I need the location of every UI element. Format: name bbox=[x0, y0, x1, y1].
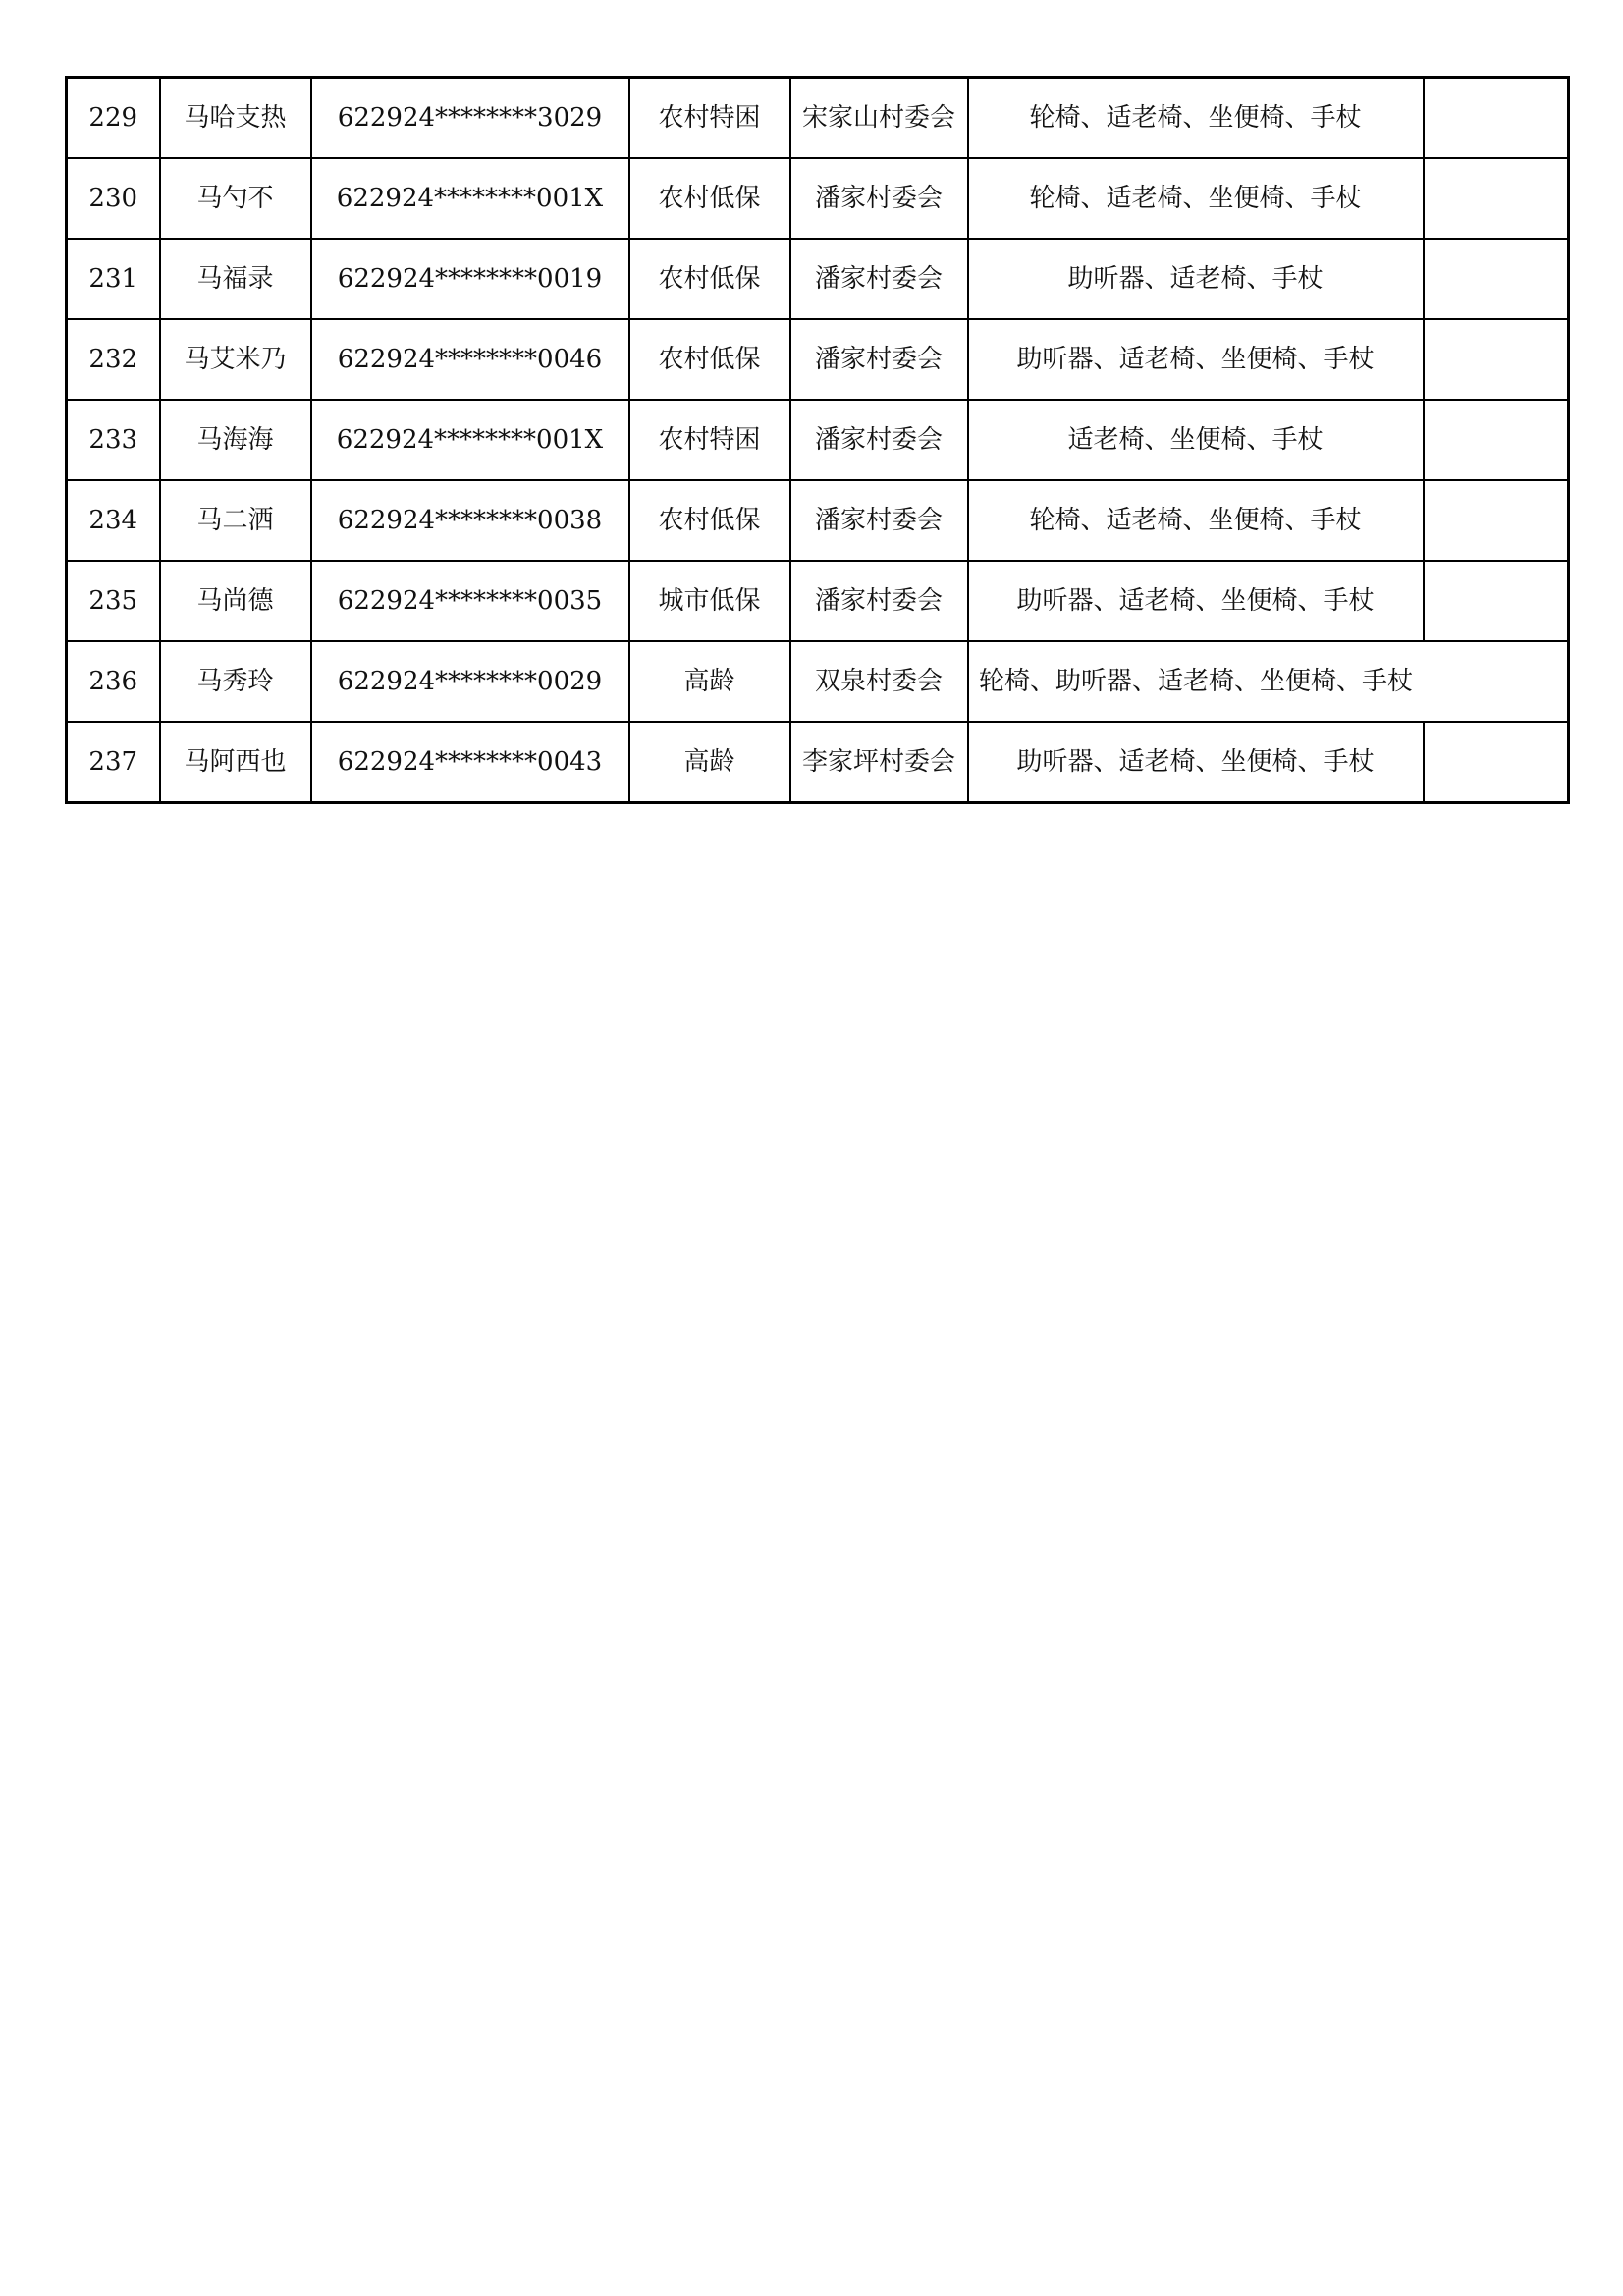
person-name: 马艾米乃 bbox=[160, 319, 311, 400]
person-name: 马海海 bbox=[160, 400, 311, 480]
row-number: 229 bbox=[67, 78, 160, 159]
row-number: 233 bbox=[67, 400, 160, 480]
table-row bbox=[67, 239, 1569, 319]
assistance-category: 城市低保 bbox=[629, 561, 790, 641]
person-name: 马福录 bbox=[160, 239, 311, 319]
id-number: 622924********0038 bbox=[311, 480, 629, 561]
row-number: 237 bbox=[67, 722, 160, 803]
village-committee: 李家坪村委会 bbox=[790, 722, 968, 803]
id-number: 622924********0029 bbox=[311, 641, 629, 722]
remark-cell bbox=[1424, 239, 1569, 319]
row-number: 234 bbox=[67, 480, 160, 561]
row-number: 232 bbox=[67, 319, 160, 400]
person-name: 马尚德 bbox=[160, 561, 311, 641]
id-number: 622924********001X bbox=[311, 400, 629, 480]
table-row bbox=[67, 722, 1569, 803]
person-name: 马阿西也 bbox=[160, 722, 311, 803]
table-row bbox=[67, 158, 1569, 239]
assistive-devices: 轮椅、助听器、适老椅、坐便椅、手杖 bbox=[968, 641, 1424, 722]
assistance-category: 农村特困 bbox=[629, 400, 790, 480]
id-number: 622924********3029 bbox=[311, 78, 629, 159]
id-number: 622924********0035 bbox=[311, 561, 629, 641]
assistive-devices: 助听器、适老椅、坐便椅、手杖 bbox=[968, 319, 1424, 400]
assistive-devices: 助听器、适老椅、坐便椅、手杖 bbox=[968, 722, 1424, 803]
id-number: 622924********001X bbox=[311, 158, 629, 239]
id-number: 622924********0046 bbox=[311, 319, 629, 400]
assistance-category: 高龄 bbox=[629, 641, 790, 722]
assistance-category: 农村低保 bbox=[629, 239, 790, 319]
village-committee: 潘家村委会 bbox=[790, 400, 968, 480]
table-row bbox=[67, 319, 1569, 400]
row-number: 236 bbox=[67, 641, 160, 722]
assistive-devices: 轮椅、适老椅、坐便椅、手杖 bbox=[968, 78, 1424, 159]
person-name: 马勺不 bbox=[160, 158, 311, 239]
village-committee: 潘家村委会 bbox=[790, 239, 968, 319]
table-row bbox=[67, 641, 1569, 722]
remark-cell bbox=[1424, 480, 1569, 561]
assistive-devices: 轮椅、适老椅、坐便椅、手杖 bbox=[968, 158, 1424, 239]
village-committee: 潘家村委会 bbox=[790, 319, 968, 400]
assistance-category: 农村低保 bbox=[629, 319, 790, 400]
assistive-devices: 助听器、适老椅、坐便椅、手杖 bbox=[968, 561, 1424, 641]
beneficiary-table bbox=[65, 76, 1570, 804]
assistive-devices: 轮椅、适老椅、坐便椅、手杖 bbox=[968, 480, 1424, 561]
assistance-category: 农村低保 bbox=[629, 480, 790, 561]
remark-cell bbox=[1424, 722, 1569, 803]
table-row bbox=[67, 78, 1569, 159]
assistive-devices: 助听器、适老椅、手杖 bbox=[968, 239, 1424, 319]
table-body bbox=[67, 78, 1569, 803]
remark-cell bbox=[1424, 561, 1569, 641]
remark-cell bbox=[1424, 158, 1569, 239]
remark-cell bbox=[1424, 78, 1569, 159]
assistance-category: 农村特困 bbox=[629, 78, 790, 159]
person-name: 马哈支热 bbox=[160, 78, 311, 159]
row-number: 230 bbox=[67, 158, 160, 239]
person-name: 马二洒 bbox=[160, 480, 311, 561]
village-committee: 双泉村委会 bbox=[790, 641, 968, 722]
id-number: 622924********0043 bbox=[311, 722, 629, 803]
person-name: 马秀玲 bbox=[160, 641, 311, 722]
assistance-category: 农村低保 bbox=[629, 158, 790, 239]
remark-cell bbox=[1424, 641, 1569, 722]
row-number: 231 bbox=[67, 239, 160, 319]
remark-cell bbox=[1424, 400, 1569, 480]
table-row bbox=[67, 400, 1569, 480]
village-committee: 宋家山村委会 bbox=[790, 78, 968, 159]
village-committee: 潘家村委会 bbox=[790, 561, 968, 641]
remark-cell bbox=[1424, 319, 1569, 400]
village-committee: 潘家村委会 bbox=[790, 158, 968, 239]
row-number: 235 bbox=[67, 561, 160, 641]
table-row bbox=[67, 561, 1569, 641]
assistive-devices: 适老椅、坐便椅、手杖 bbox=[968, 400, 1424, 480]
assistance-category: 高龄 bbox=[629, 722, 790, 803]
id-number: 622924********0019 bbox=[311, 239, 629, 319]
table-row bbox=[67, 480, 1569, 561]
village-committee: 潘家村委会 bbox=[790, 480, 968, 561]
